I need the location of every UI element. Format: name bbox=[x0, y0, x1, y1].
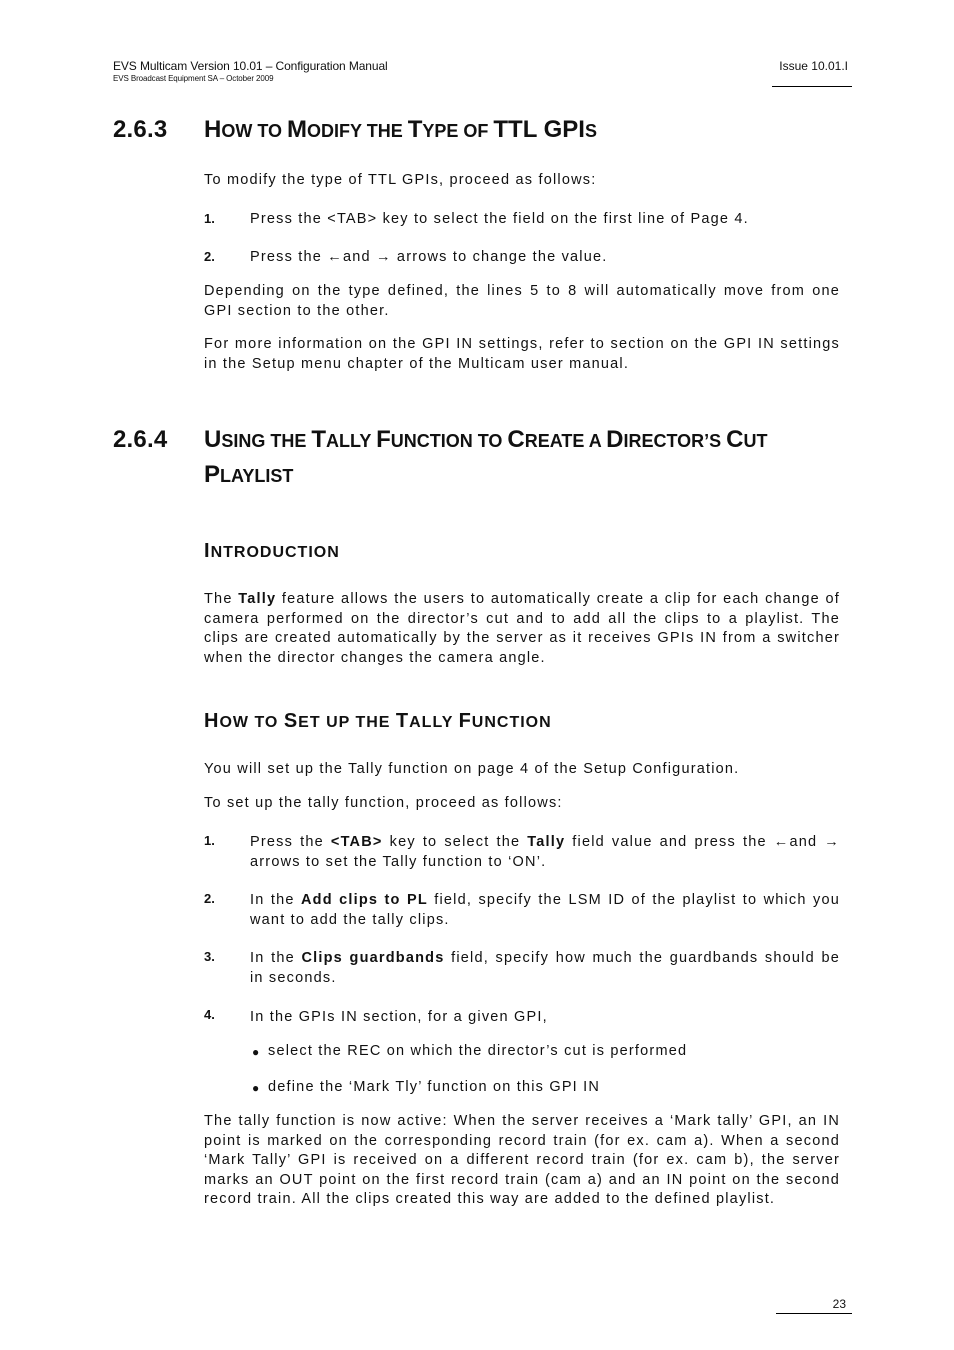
bullet-item: define the ‘Mark Tly’ function on this GPI IN bbox=[268, 1079, 601, 1095]
section-263-number: 2.6.3 bbox=[113, 116, 168, 143]
section-264-number: 2.6.4 bbox=[113, 426, 168, 453]
step-number: 1. bbox=[204, 211, 215, 226]
step-text: In the Clips guardbands field, specify how much the guardbands should be in seconds. bbox=[250, 950, 840, 986]
howto-paragraph: To set up the tally function, proceed as follows: bbox=[204, 795, 563, 811]
footer-rule bbox=[776, 1313, 852, 1314]
howto-paragraph: You will set up the Tally function on page 4 of the Setup Configuration. bbox=[204, 761, 740, 777]
header-rule bbox=[772, 86, 852, 87]
step-text: In the Add clips to PL field, specify the LSM ID of the playlist to which you want to add the tally clips. bbox=[250, 892, 840, 928]
bullet-icon: ● bbox=[252, 1081, 260, 1095]
step-number: 4. bbox=[204, 1007, 215, 1022]
page-number: 23 bbox=[832, 1297, 846, 1311]
introduction-paragraph: The Tally feature allows the users to automatically create a clip for each change of camera performed on the director’s cut and to add all the clips to a playlist. The clips are created automatically by the server as it receives GPIs IN from a switcher when the director changes the camera angle. bbox=[204, 591, 840, 666]
step-text: In the GPIs IN section, for a given GPI, bbox=[250, 1009, 548, 1025]
document-subtitle: EVS Broadcast Equipment SA – October 2009 bbox=[113, 74, 274, 83]
section-264-heading: USING THE TALLY FUNCTION TO CREATE A DIRECTOR’S CUT PLAYLIST bbox=[204, 426, 768, 488]
step-number: 1. bbox=[204, 833, 215, 848]
step-number: 3. bbox=[204, 949, 215, 964]
bullet-icon: ● bbox=[252, 1045, 260, 1059]
final-paragraph: The tally function is now active: When the server receives a ‘Mark tally’ GPI, an IN point is marked on the corresponding record train (for ex. cam a). When a second ‘Mark Tally’ GPI is received on a different record train (for ex. cam b), the server marks an OUT point on the first record train (cam a) and an IN point on the second record train. All the clips created this way are added to the defined playlist. bbox=[204, 1113, 840, 1207]
bullet-item: select the REC on which the director’s cut is performed bbox=[268, 1043, 688, 1059]
step-text: Press the <TAB> key to select the field on the first line of Page 4. bbox=[250, 211, 749, 227]
section-263-paragraph: For more information on the GPI IN settings, refer to section on the GPI IN settings in the Setup menu chapter of the Multicam user manual. bbox=[204, 336, 840, 372]
introduction-heading: INTRODUCTION bbox=[204, 540, 340, 562]
howto-heading: HOW TO SET UP THE TALLY FUNCTION bbox=[204, 710, 552, 732]
step-number: 2. bbox=[204, 891, 215, 906]
step-text: Press the <TAB> key to select the Tally field value and press the ←and → arrows to set the Tally function to ‘ON’. bbox=[250, 834, 840, 870]
section-263-intro: To modify the type of TTL GPIs, proceed as follows: bbox=[204, 172, 597, 188]
section-263-heading: HOW TO MODIFY THE TYPE OF TTL GPIS bbox=[204, 116, 597, 143]
step-text: Press the ←and → arrows to change the value. bbox=[250, 249, 608, 265]
section-263-paragraph: Depending on the type defined, the lines 5 to 8 will automatically move from one GPI section to the other. bbox=[204, 283, 840, 319]
issue-label: Issue 10.01.I bbox=[779, 59, 848, 73]
document-title: EVS Multicam Version 10.01 – Configuration Manual bbox=[113, 59, 388, 73]
step-number: 2. bbox=[204, 249, 215, 264]
